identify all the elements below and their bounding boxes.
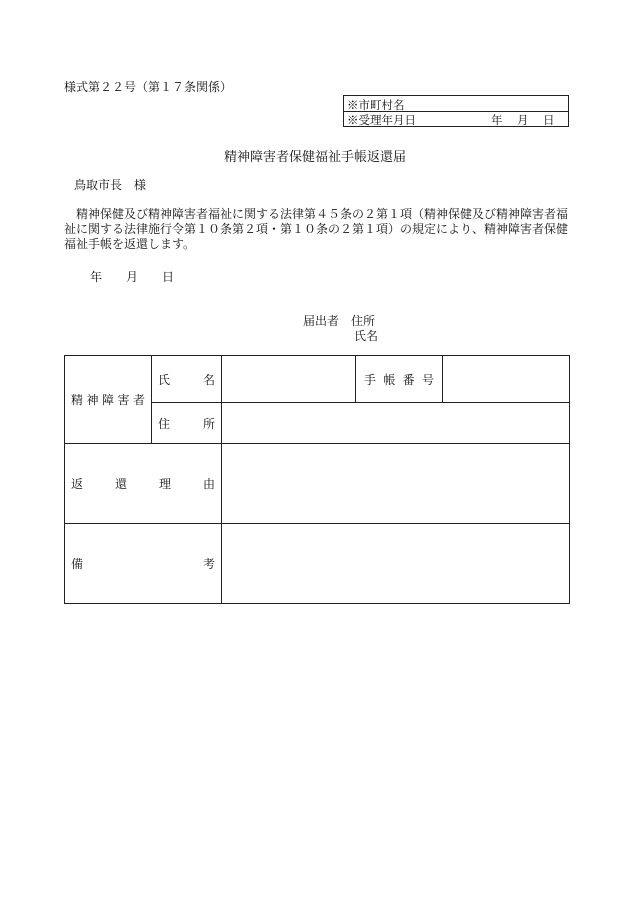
notebook-number-label-cell <box>356 356 443 403</box>
municipality-label: ※市町村名 <box>347 98 405 112</box>
remarks-field[interactable] <box>222 524 570 604</box>
notebook-number-field[interactable] <box>443 356 570 403</box>
name-label-cell <box>152 356 222 403</box>
notification-table <box>64 355 570 604</box>
group-label: 精神障害者 <box>71 393 145 407</box>
declaration-text <box>64 207 572 252</box>
received-month-label: 月 <box>517 113 529 127</box>
municipality-row <box>344 96 568 112</box>
notifier-address-label: 住所 <box>351 314 376 328</box>
remarks-label-cell <box>65 524 222 604</box>
address-label-cell <box>152 403 222 444</box>
received-date-row <box>344 111 568 126</box>
notifier-name-label: 氏名 <box>354 329 379 343</box>
return-reason-label: 返還理由 <box>71 477 215 491</box>
office-use-box <box>343 95 569 127</box>
address-label: 住 所 <box>158 416 215 431</box>
name-label: 氏 名 <box>158 372 215 387</box>
declaration-body: 精神保健及び精神障害者福祉に関する法律第４５条の２第１項（精神保健及び精神障害者福祉に関する法律施行令第１０条第２項・第１０条の２第１項）の規定により、精神障害者保健福祉手帳を返還します。 <box>64 207 569 251</box>
remarks-label: 備考 <box>71 557 215 571</box>
addressee: 鳥取市長 様 <box>74 178 147 192</box>
address-field[interactable] <box>222 403 570 444</box>
name-field[interactable] <box>222 356 356 403</box>
date-month-label: 月 <box>126 270 139 284</box>
notifier-label: 届出者 <box>303 314 340 328</box>
group-label-cell <box>65 356 152 444</box>
received-date-label: ※受理年月日 <box>347 113 416 127</box>
received-day-label: 日 <box>543 113 555 127</box>
received-year-label: 年 <box>491 113 503 127</box>
notebook-number-label: 手帳番号 <box>364 372 434 387</box>
return-reason-label-cell <box>65 444 222 524</box>
date-line <box>90 268 174 285</box>
date-year-label: 年 <box>90 270 103 284</box>
date-day-label: 日 <box>162 270 175 284</box>
return-reason-field[interactable] <box>222 444 570 524</box>
form-title: 精神障害者保健福祉手帳返還届 <box>223 150 406 165</box>
form-number: 様式第２２号（第１７条関係） <box>64 80 233 94</box>
